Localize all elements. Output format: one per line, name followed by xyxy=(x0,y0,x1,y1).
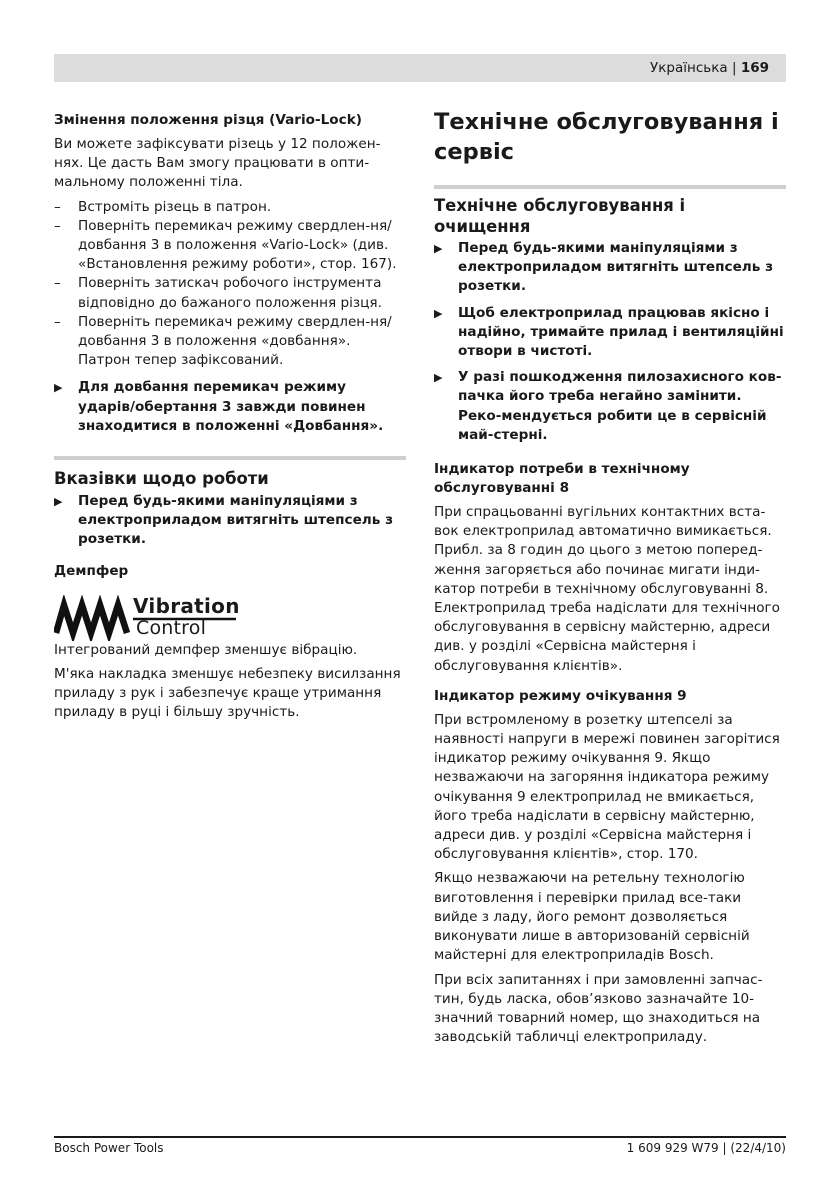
footer-brand: Bosch Power Tools xyxy=(54,1141,164,1155)
section-divider xyxy=(54,456,406,460)
warning-arrow-icon: ▶ xyxy=(54,495,63,509)
page-header xyxy=(54,54,786,82)
warning-arrow-icon: ▶ xyxy=(434,371,443,385)
header-language: Українська xyxy=(650,60,728,76)
vibration-control-logo xyxy=(54,595,244,641)
vario-lock-intro: Ви можете зафіксувати різець у 12 положен-нях. Це дасть Вам змогу працювати в опти-мальному положенні тіла. xyxy=(54,136,381,191)
list-item: – Поверніть затискач робочого інструмента відповідно до бажаного положення різця. xyxy=(54,274,406,312)
warning-text: Перед будь-якими маніпуляціями з електроприладом витягніть штепсель з розетки. xyxy=(458,240,773,295)
list-item: – Встроміть різець в патрон. xyxy=(54,198,406,217)
warning-text: У разі пошкодження пилозахисного ков-пачка його треба негайно замінити. Реко-мендується робити це в сервісній май-стерні. xyxy=(458,369,782,443)
right-column xyxy=(434,111,786,1047)
damper-text-2: М'яка накладка зменшує небезпеку висилзання приладу з рук і забезпечує краще утримання приладу в руці і більшу зручність. xyxy=(54,665,401,721)
header-separator: | xyxy=(731,60,737,76)
damper-heading: Демпфер xyxy=(54,562,129,579)
damper-text-1: Інтегрований демпфер зменшує вібрацію. xyxy=(54,641,358,658)
standby-indicator-heading: Індикатор режиму очікування 9 xyxy=(434,687,687,704)
list-item: – Поверніть перемикач режиму свердлен-ня/довбання 3 в положення «Vario-Lock» (див. «Встановлення режиму роботи», стор. 167). xyxy=(54,217,406,275)
warning-arrow-icon: ▶ xyxy=(434,242,443,255)
vario-lock-steps xyxy=(54,198,406,371)
warning-arrow-icon: ▶ xyxy=(434,306,443,320)
repair-text: Якщо незважаючи на ретельну технологію виготовлення і перевірки прилад все-таки вийде з ладу, його ремонт дозволяється виконувати лише в авторизованій сервісній майстерні для електроприладів Bosch. xyxy=(434,870,750,964)
logo-word-control: Control xyxy=(136,616,207,639)
logo-word-vibration: Vibration xyxy=(133,593,240,618)
left-column xyxy=(54,111,406,722)
standby-indicator-text: При встромленому в розетку штепселі за наявності напруги в мережі повинен загорітися індикатор режиму очікування 9. Якщо незважаючи на загоряння індикатора режиму очікування 9 електроприлад не вмикається, його треба надіслати в сервісну майстерню, адреси див. у розділі «Сервісна майстерня і обслуговування клієнтів», стор. 170. xyxy=(434,711,780,863)
footer-divider xyxy=(54,1136,786,1138)
maintenance-warning xyxy=(434,239,786,297)
warning-arrow-icon: ▶ xyxy=(54,381,63,395)
service-indicator-text: При спрацьованні вугільних контактних вста-вок електроприлад автоматично вимикається. Прибл. за 8 годин до цього з метою поперед-ження загоряється або починає мигати інди-катор потреби в технічному обслуговуванні 8. Електроприлад треба надіслати для технічного обслуговування в сервісну майстерню, адреси див. у розділі «Сервісна майстерня і обслуговування клієнтів». xyxy=(434,504,780,674)
warning-text: Щоб електроприлад працював якісно і надійно, тримайте прилад і вентиляційні отвори в чистоті. xyxy=(458,304,784,360)
unplug-warning xyxy=(54,492,406,550)
section-divider xyxy=(434,185,786,189)
cleaning-heading: Технічне обслуговування і очищення xyxy=(434,196,686,236)
list-item: – Поверніть перемикач режиму свердлен-ня/довбання 3 в положення «довбання». Патрон тепер зафіксований. xyxy=(54,313,406,371)
maintenance-title: Технічне обслуговування і сервіс xyxy=(434,109,779,165)
warning-text: Для довбання перемикач режиму ударів/обертання 3 завжди повинен знаходитися в положенні «Довбання». xyxy=(78,379,384,434)
work-tips-heading: Вказівки щодо роботи xyxy=(54,469,269,489)
warning-text: Перед будь-якими маніпуляціями з електроприладом витягніть штепсель з розетки. xyxy=(78,493,393,548)
spare-parts-text: При всіх запитаннях і при замовленні запчас-тин, будь ласка, обов’язково зазначайте 10-значний товарний номер, що знаходиться на заводській табличці електроприладу. xyxy=(434,971,763,1046)
footer-doc-number: 1 609 929 W79 | (22/4/10) xyxy=(626,1141,786,1155)
header-text xyxy=(650,60,769,76)
maintenance-warning xyxy=(434,368,786,445)
page-number: 169 xyxy=(740,60,769,76)
maintenance-warning xyxy=(434,304,786,362)
service-indicator-heading: Індикатор потреби в технічному обслуговуванні 8 xyxy=(434,461,690,497)
vario-lock-heading: Змінення положення різця (Vario-Lock) xyxy=(54,112,362,128)
chiseling-warning xyxy=(54,378,406,436)
